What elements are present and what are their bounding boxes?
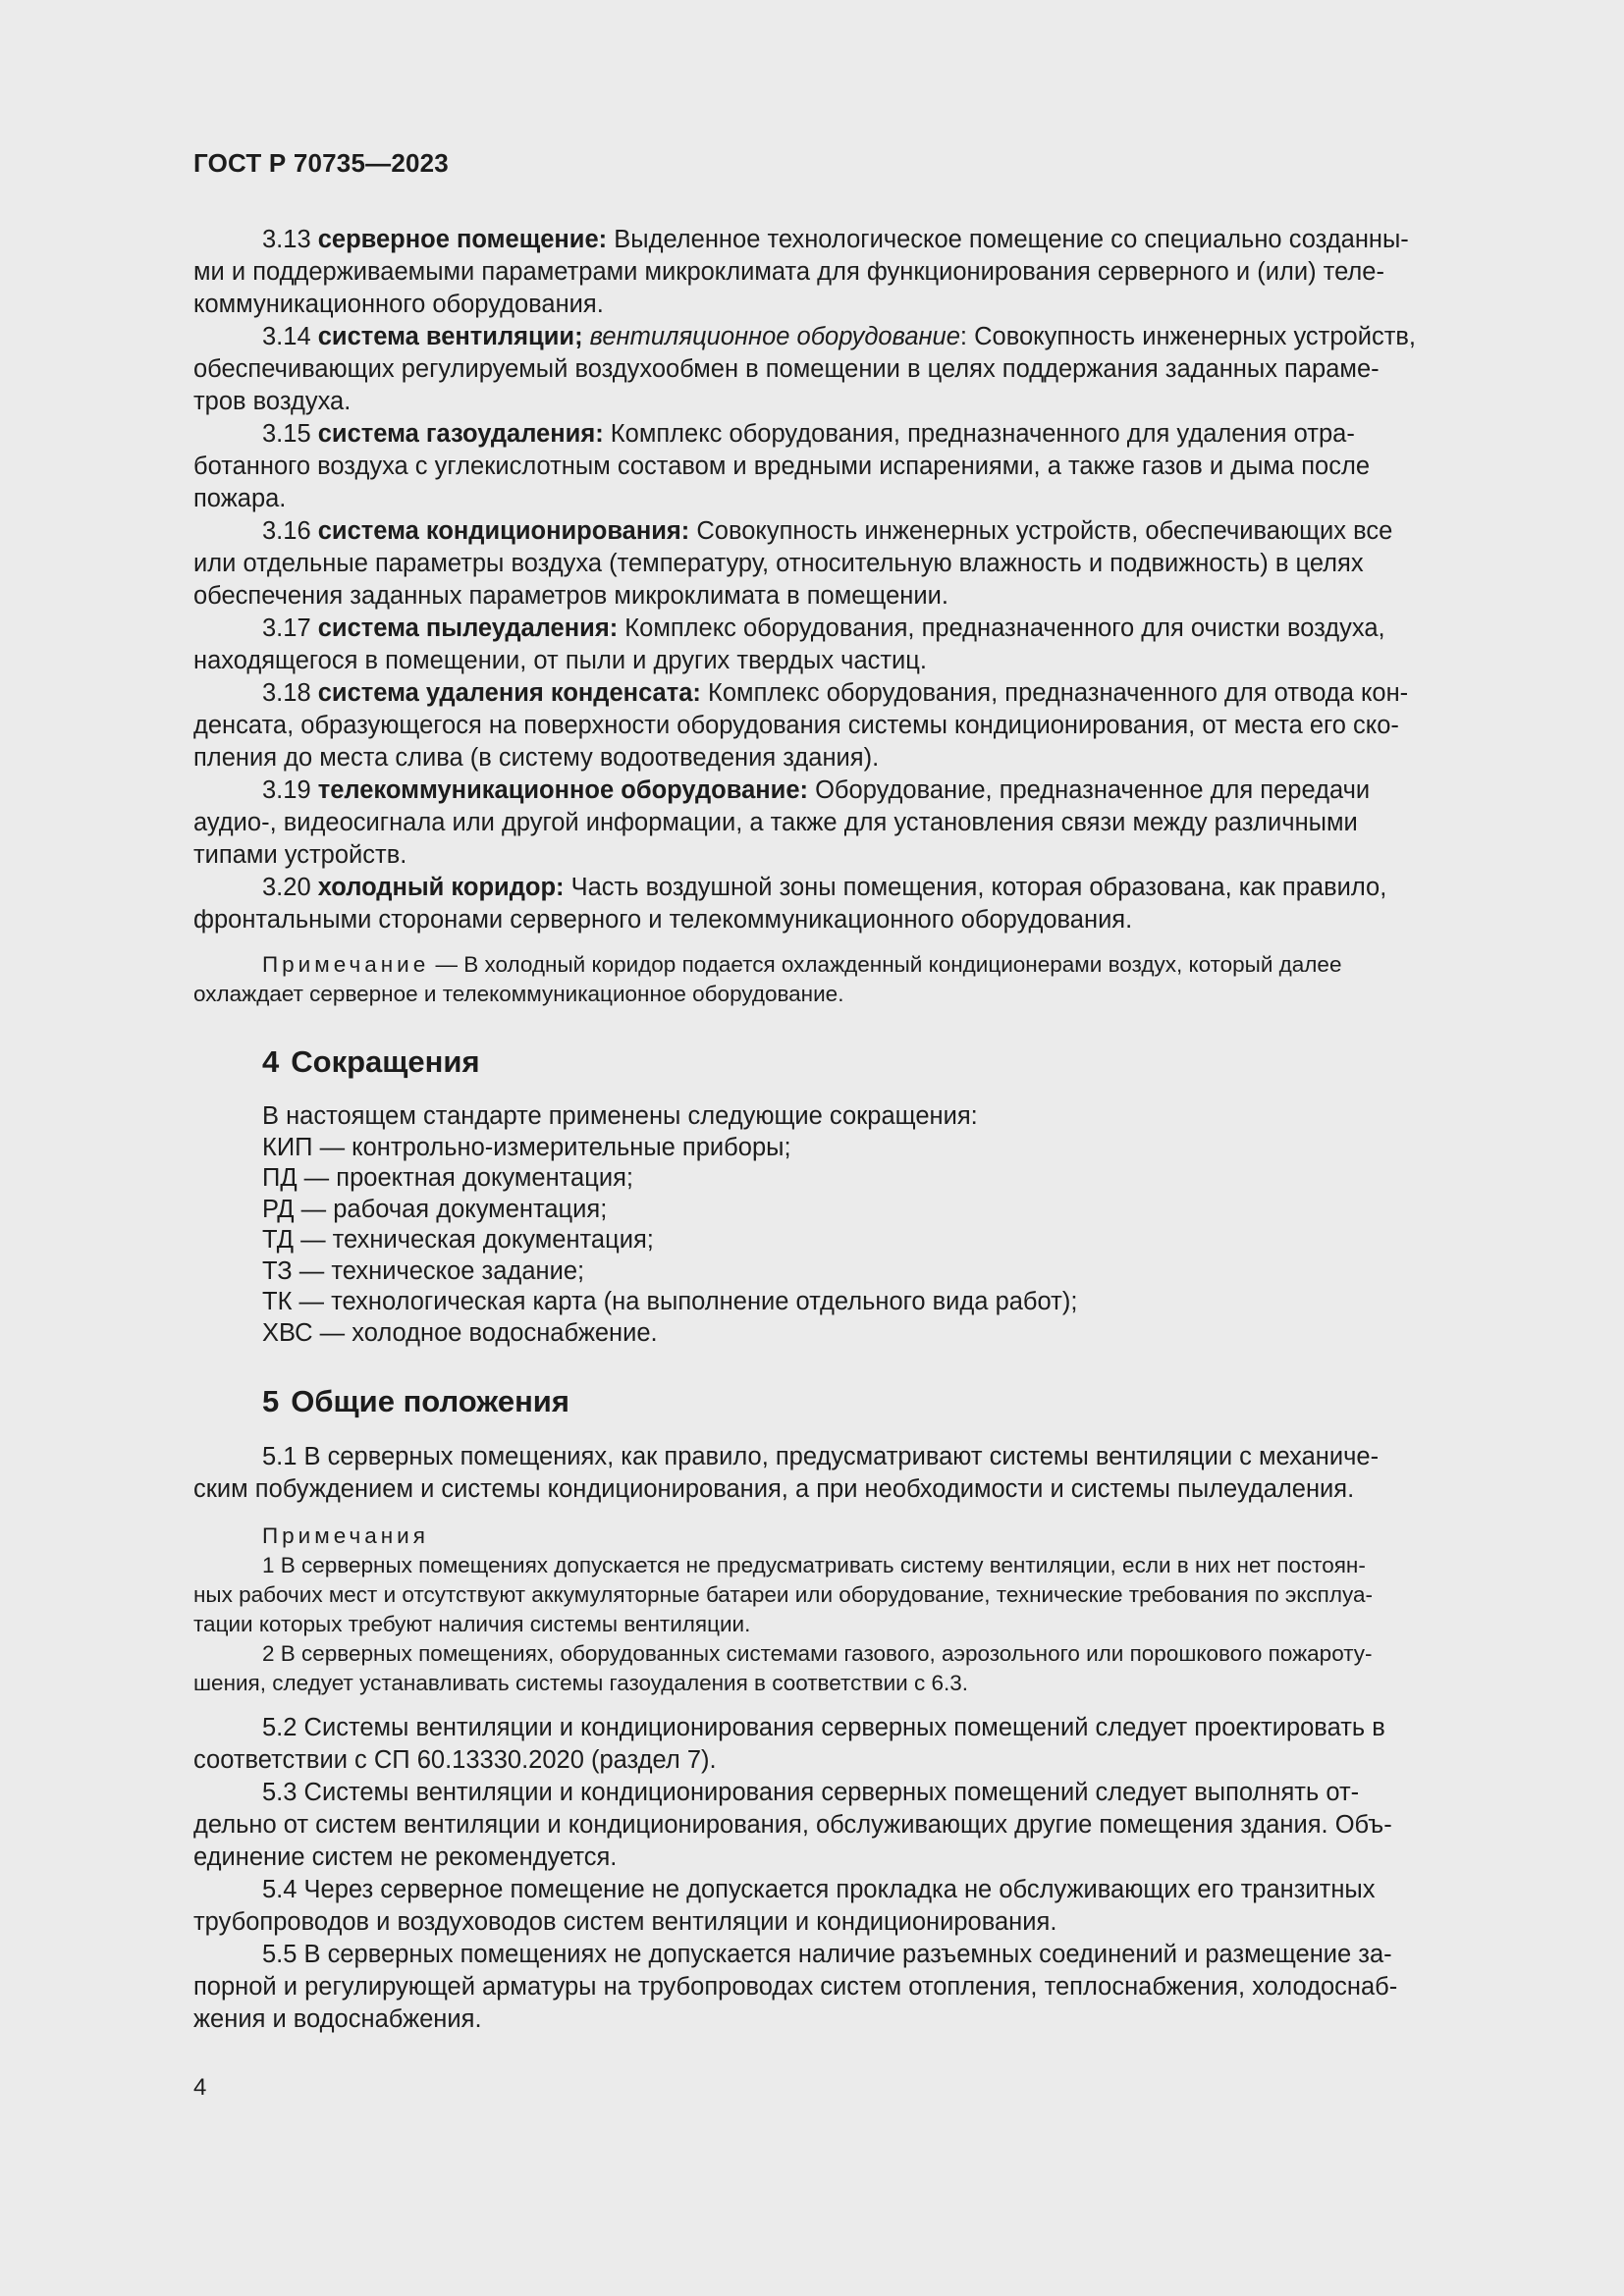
definition-text-line: Часть воздушной зоны помещения, которая образована, как правило, (570, 874, 1387, 901)
definition-term: телекоммуникационное оборудование: (317, 776, 808, 804)
definition-number: 3.19 (262, 776, 318, 804)
abbreviations-intro: В настоящем стандарте применены следующие сокращения: (262, 1102, 978, 1130)
definition-3-19 (193, 774, 1507, 872)
definition-3-14 (193, 321, 1507, 418)
note-text-line: ных рабочих мест и отсутствуют аккумуляторные батареи или оборудование, технические требования по эксплуа- (193, 1582, 1373, 1607)
definition-term: серверное помещение: (317, 226, 608, 253)
paragraph-5-2 (193, 1712, 1507, 1777)
note-label: Примечание (262, 952, 430, 977)
note-3-20 (193, 950, 1507, 1009)
definition-text-line: или отдельные параметры воздуха (температуру, относительную влажность и подвижность) в целях (193, 550, 1364, 577)
definition-alt-term: вентиляционное оборудование (589, 323, 960, 350)
definition-term: система кондиционирования: (317, 517, 690, 545)
note-text-line: тации которых требуют наличия системы вентиляции. (193, 1612, 751, 1636)
definition-3-13 (193, 224, 1507, 321)
definition-term: система газоудаления: (317, 420, 604, 448)
paragraph-text-line: 5.2 Системы вентиляции и кондиционирования серверных помещений следует проектировать в (262, 1714, 1385, 1741)
definition-number: 3.14 (262, 323, 318, 350)
definition-text-line: : Совокупность инженерных устройств, (959, 323, 1417, 350)
paragraph-text-line: единение систем не рекомендуется. (193, 1843, 618, 1871)
definition-number: 3.16 (262, 517, 318, 545)
definition-text-line: Комплекс оборудования, предназначенного для удаления отра- (610, 420, 1355, 448)
section-5-paragraphs (193, 1712, 1507, 2036)
abbreviation-item: ТД — техническая документация; (262, 1226, 654, 1254)
definition-3-18 (193, 677, 1507, 774)
definition-text-line: Выделенное технологическое помещение со специально созданны- (614, 226, 1409, 253)
definition-text-line: обеспечения заданных параметров микроклимата в помещении. (193, 582, 948, 610)
abbreviation-item: КИП — контрольно-измерительные приборы; (262, 1133, 791, 1161)
paragraph-text-line: дельно от систем вентиляции и кондиционирования, обслуживающих другие помещения здания. Объ- (193, 1811, 1392, 1839)
definition-text-line: пожара. (193, 485, 287, 512)
definition-term: холодный коридор: (317, 874, 565, 901)
definition-term: система пылеудаления: (317, 614, 619, 642)
paragraph-text-line: 5.5 В серверных помещениях не допускается наличие разъемных соединений и размещение за- (262, 1941, 1392, 1968)
note-item-1 (193, 1551, 1507, 1639)
definition-term: система вентиляции; (317, 323, 583, 350)
definition-text-line: аудио-, видеосигнала или другой информации, а также для установления связи между различными (193, 809, 1358, 836)
definition-text-line: денсата, образующегося на поверхности оборудования системы кондиционирования, от места его ско- (193, 712, 1399, 739)
definition-number: 3.15 (262, 420, 318, 448)
note-text-line: охлаждает серверное и телекоммуникационное оборудование. (193, 982, 844, 1006)
notes-5-1 (193, 1522, 1507, 1698)
notes-label: Примечания (262, 1523, 429, 1548)
definition-number: 3.17 (262, 614, 318, 642)
abbreviation-item: ТК — технологическая карта (на выполнение отдельного вида работ); (262, 1288, 1078, 1315)
abbreviation-item: ТЗ — техническое задание; (262, 1256, 585, 1285)
definition-text-line: находящегося в помещении, от пыли и других твердых частиц. (193, 647, 927, 674)
definition-text-line: обеспечивающих регулируемый воздухообмен в помещении в целях поддержания заданных параме- (193, 355, 1380, 383)
definition-text-line: Комплекс оборудования, предназначенного для очистки воздуха, (624, 614, 1385, 642)
definition-text-line: фронтальными сторонами серверного и телекоммуникационного оборудования. (193, 906, 1133, 934)
page-number: 4 (193, 2074, 207, 2101)
definition-number: 3.18 (262, 679, 318, 707)
definition-text-line: Комплекс оборудования, предназначенного для отвода кон- (708, 679, 1409, 707)
note-text-line: 1 В серверных помещениях допускается не предусматривать систему вентиляции, если в них нет постоян- (262, 1553, 1366, 1577)
definitions-list (193, 224, 1507, 936)
definition-text-line: тров воздуха. (193, 388, 352, 415)
abbreviation-item: ПД — проектная документация; (262, 1164, 633, 1192)
section-4-heading: 4 Сокращения (262, 1044, 480, 1079)
definition-3-16 (193, 515, 1507, 613)
paragraph-5-4 (193, 1874, 1507, 1939)
paragraph-text-line: 5.4 Через серверное помещение не допускается прокладка не обслуживающих его транзитных (262, 1876, 1376, 1903)
definition-text-line: Оборудование, предназначенное для передачи (815, 776, 1371, 804)
paragraph-text-line: 5.3 Системы вентиляции и кондиционирования серверных помещений следует выполнять от- (262, 1779, 1360, 1806)
definition-text-line: ми и поддерживаемыми параметрами микроклимата для функционирования серверного и (или) теле- (193, 258, 1384, 286)
abbreviation-item: РД — рабочая документация; (262, 1195, 608, 1223)
definition-number: 3.13 (262, 226, 318, 253)
note-text-line: — В холодный коридор подается охлажденный кондиционерами воздух, который далее (435, 952, 1342, 977)
document-header: ГОСТ Р 70735—2023 (193, 148, 449, 178)
paragraph-text-line: соответствии с СП 60.13330.2020 (раздел 7). (193, 1746, 717, 1774)
definition-number: 3.20 (262, 874, 318, 901)
paragraph-5-5 (193, 1939, 1507, 2036)
page-content (193, 224, 1507, 2036)
definition-text-line: ботанного воздуха с углекислотным составом и вредными испарениями, а также газов и дыма после (193, 453, 1371, 480)
section-5-heading: 5 Общие положения (262, 1384, 569, 1418)
paragraph-text-line: трубопроводов и воздуховодов систем вентиляции и кондиционирования. (193, 1908, 1057, 1936)
definition-3-15 (193, 418, 1507, 515)
definition-3-17 (193, 613, 1507, 677)
abbreviation-item: ХВС — холодное водоснабжение. (262, 1318, 658, 1347)
definition-text-line: типами устройств. (193, 841, 407, 869)
paragraph-5-1: 5.1 В серверных помещениях, как правило, предусматривают системы вентиляции с механиче- ским побуждением и системы кондиционирования, а при необходимости и системы пылеудаления. (193, 1443, 1380, 1503)
paragraph-5-3 (193, 1777, 1507, 1874)
definition-text-line: коммуникационного оборудования. (193, 291, 604, 318)
definition-3-20 (193, 872, 1507, 936)
note-text-line: 2 В серверных помещениях, оборудованных системами газового, аэрозольного или порошкового пожароту- (262, 1641, 1373, 1666)
note-item-2 (193, 1639, 1507, 1698)
definition-text-line: пления до места слива (в систему водоотведения здания). (193, 744, 880, 772)
note-text-line: шения, следует устанавливать системы газоудаления в соответствии с 6.3. (193, 1671, 969, 1695)
paragraph-text-line: жения и водоснабжения. (193, 2005, 482, 2033)
paragraph-text-line: порной и регулирующей арматуры на трубопроводах систем отопления, теплоснабжения, холодоснаб- (193, 1973, 1398, 2001)
abbreviations-list (262, 1101, 1507, 1349)
definition-term: система удаления конденсата: (317, 679, 701, 707)
definition-text-line: Совокупность инженерных устройств, обеспечивающих все (696, 517, 1393, 545)
